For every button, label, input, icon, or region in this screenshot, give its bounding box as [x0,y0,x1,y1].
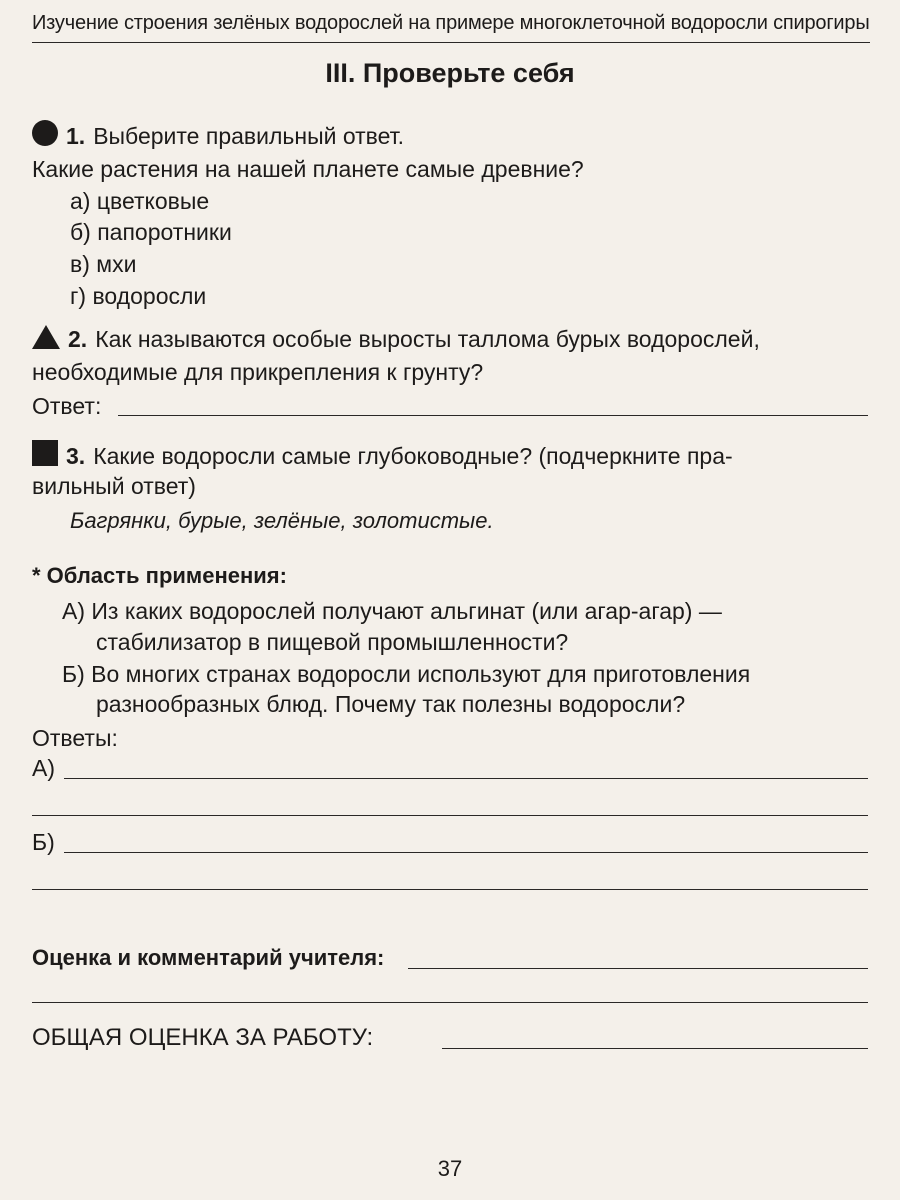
application-b-line-2: разнообразных блюд. Почему так полезны водоросли? [96,691,686,717]
question-2-number: 2. [68,326,88,352]
teacher-comment-line-1[interactable] [408,968,868,969]
answer-b-label: Б) [32,829,55,855]
answer-a-label: А) [32,755,55,781]
running-head: Изучение строения зелёных водорослей на примере многоклеточной водоросли спирогиры [32,12,870,34]
overall-grade-label: ОБЩАЯ ОЦЕНКА ЗА РАБОТУ: [32,1024,374,1051]
question-2-answer-line[interactable] [118,415,868,416]
question-3-line-1: Какие водоросли самые глубоководные? (подчеркните пра- [93,443,733,469]
overall-grade-line[interactable] [442,1048,868,1049]
question-1-text: Какие растения на нашей планете самые древние? [32,156,584,182]
question-1-option-b: б) папоротники [70,219,232,245]
question-2-line-1: Как называются особые выросты таллома бурых водорослей, [95,326,760,352]
question-3-choices[interactable]: Багрянки, бурые, зелёные, золотистые. [70,508,494,533]
question-1-option-a: а) цветковые [70,188,210,214]
question-3-number: 3. [66,443,86,469]
answer-b-line-1[interactable] [64,852,868,853]
question-1-option-d: г) водоросли [70,283,207,309]
square-level-icon [32,440,58,466]
question-1-prompt: Выберите правильный ответ. [93,123,405,149]
section-title: III. Проверьте себя [325,58,575,88]
answer-a-line-2[interactable] [32,815,868,816]
page-number: 37 [437,1156,463,1181]
header-rule [32,42,870,43]
question-2-line-2: необходимые для прикрепления к грунту? [32,359,484,385]
answer-a-line-1[interactable] [64,778,868,779]
triangle-level-icon [32,325,60,349]
question-3-header [32,440,733,470]
circle-level-icon [32,120,58,146]
question-1-number: 1. [66,123,86,149]
question-1-header [32,120,404,150]
question-3-line-2: вильный ответ) [32,473,196,499]
answers-label: Ответы: [32,725,118,751]
answer-b-line-2[interactable] [32,889,868,890]
question-2-header [32,325,760,353]
application-a-line-2: стабилизатор в пищевой промышленности? [96,629,569,655]
teacher-comment-label: Оценка и комментарий учителя: [32,945,385,970]
application-title: * Область применения: [32,563,287,588]
application-a-line-1: А) Из каких водорослей получают альгинат (или агар-агар) — [62,598,722,624]
question-2-answer-label: Ответ: [32,393,102,419]
question-1-option-c: в) мхи [70,251,137,277]
teacher-comment-line-2[interactable] [32,1002,868,1003]
application-b-line-1: Б) Во многих странах водоросли используют для приготовления [62,661,751,687]
